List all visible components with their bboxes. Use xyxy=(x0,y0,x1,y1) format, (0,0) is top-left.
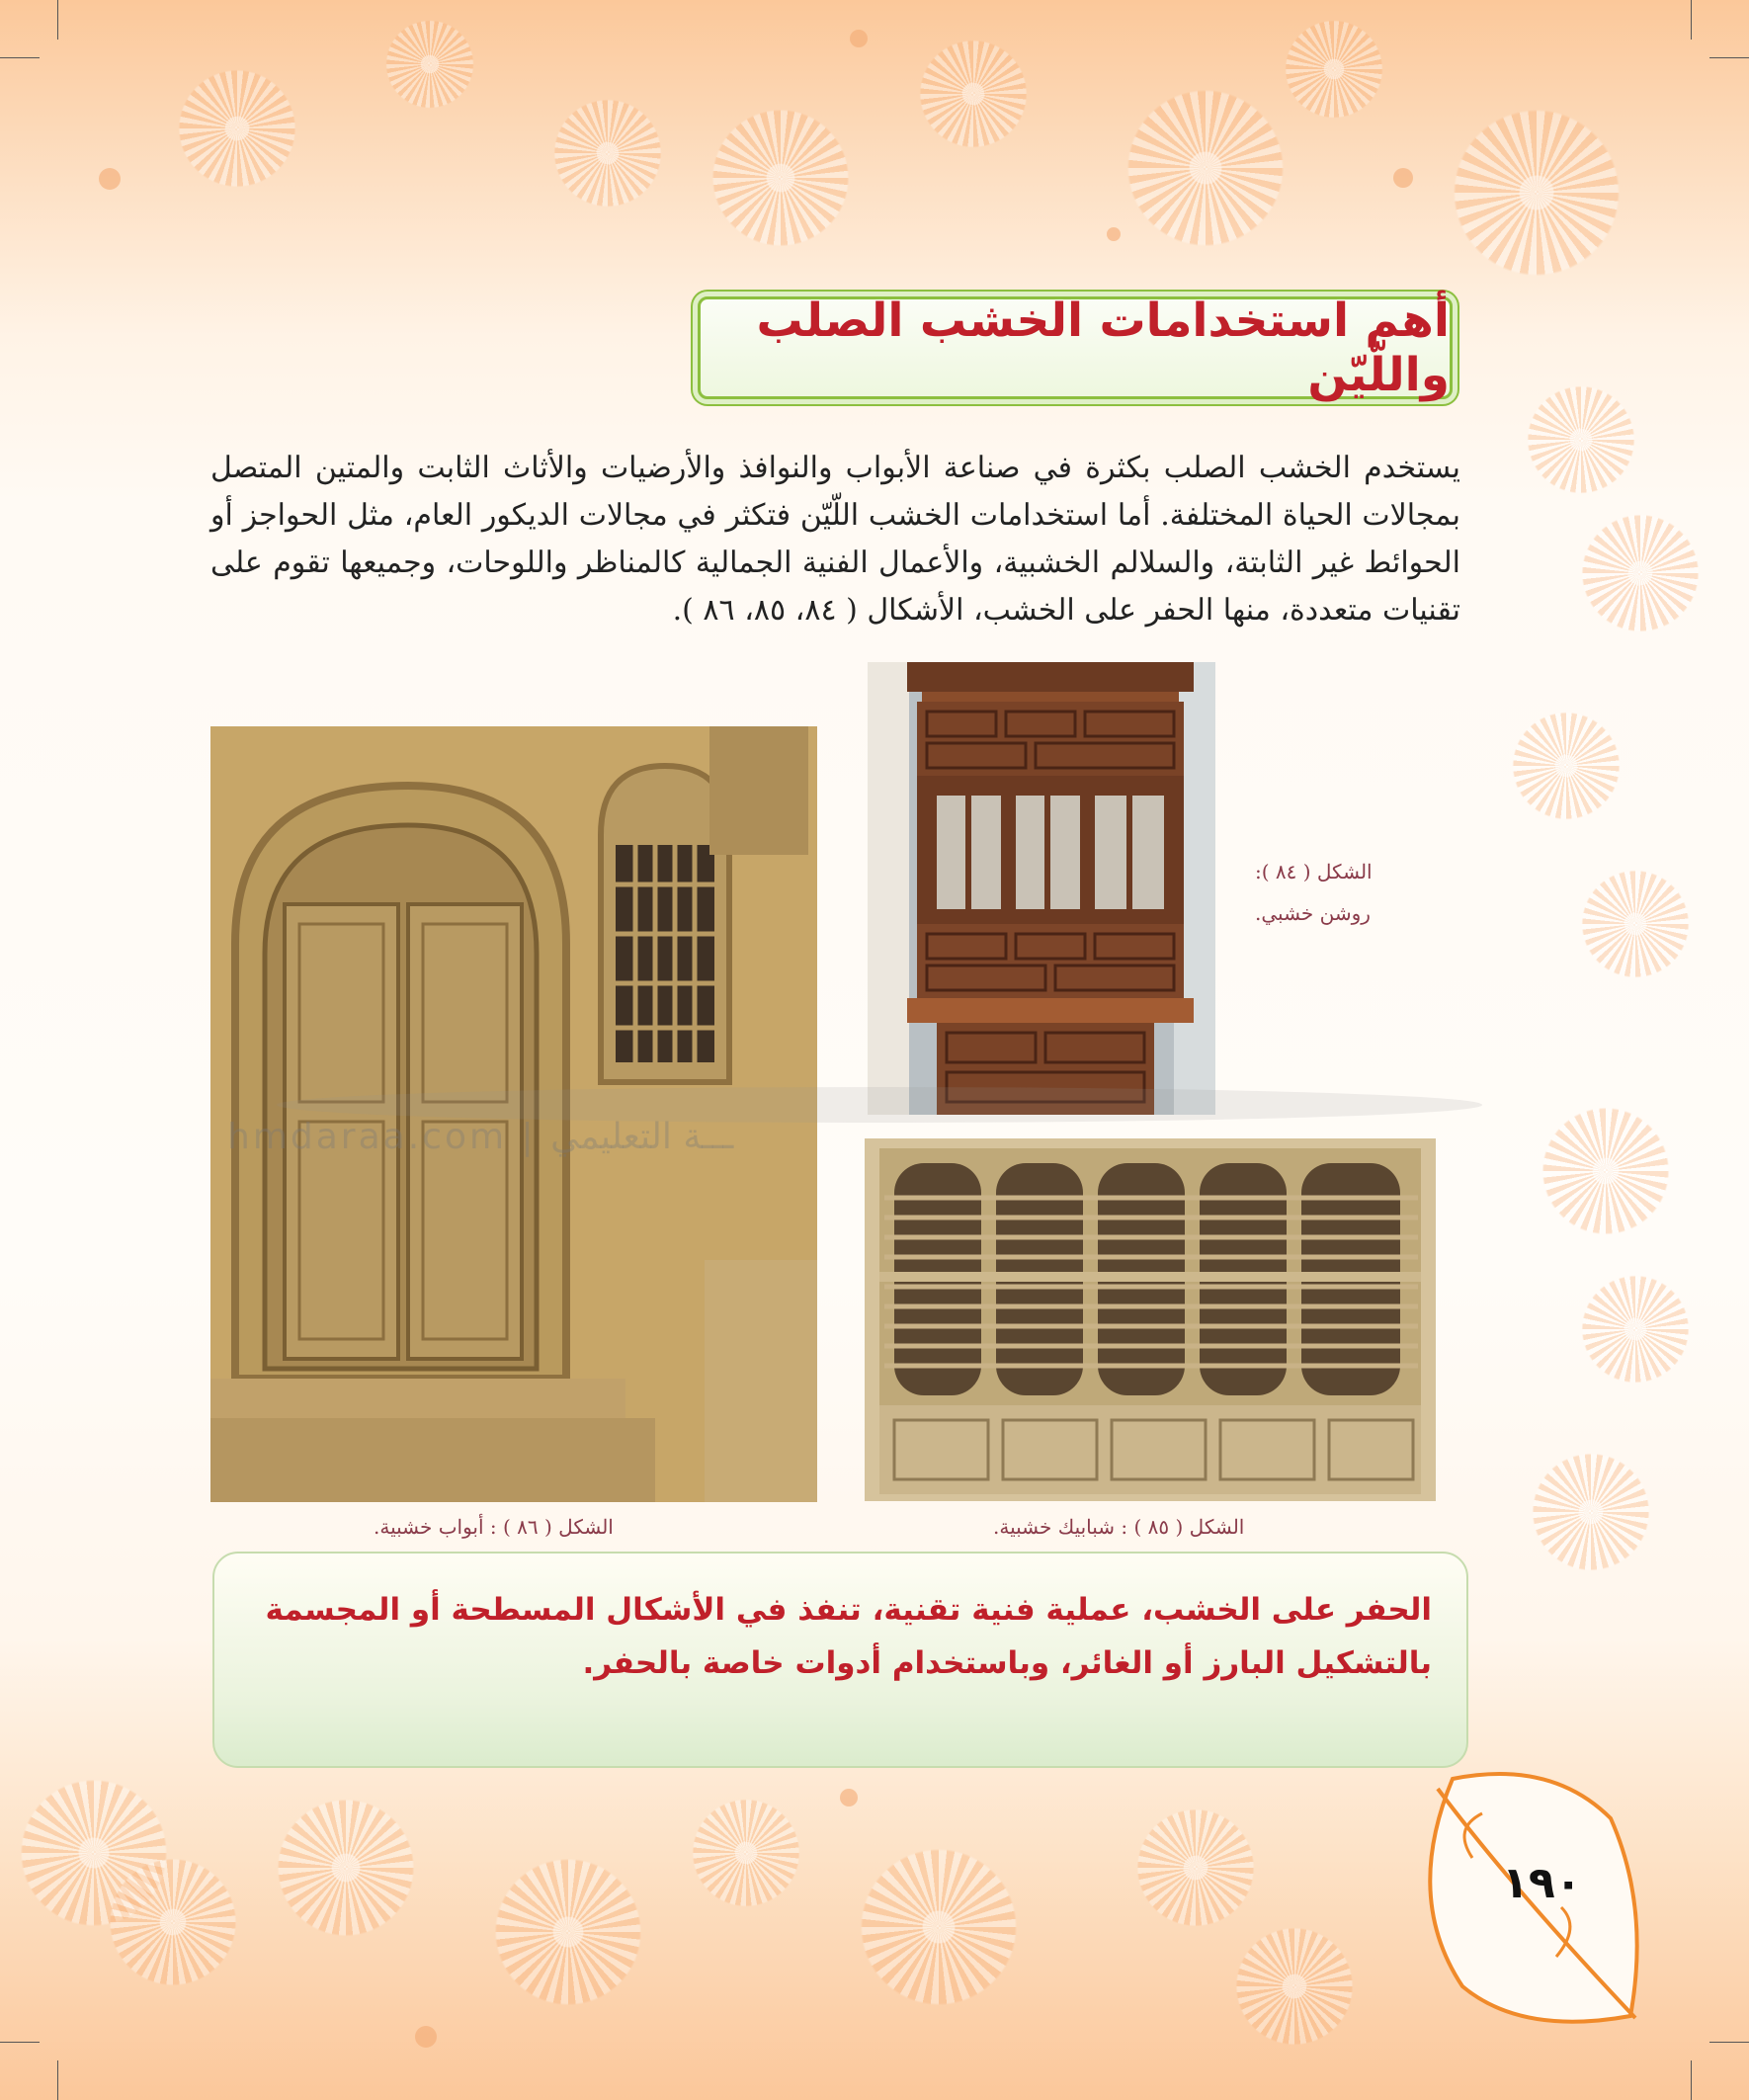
flower-ornament xyxy=(1512,712,1621,820)
wooden-windows-photo xyxy=(865,1138,1436,1501)
flower-ornament xyxy=(1581,870,1690,978)
watermark-text: hmdaraa.com | ـــة التعليمي xyxy=(227,1117,734,1157)
definition-text: الحفر على الخشب، عملية فنية تقنية، تنفذ في الأشكال المسطحة أو المجسمة بالتشكيل البارز أو الغائر، وباستخدام أدوات خاصة بالحفر. xyxy=(265,1592,1432,1681)
crop-mark xyxy=(57,2060,58,2100)
crop-mark xyxy=(1709,2042,1749,2043)
flower-ornament xyxy=(1527,385,1635,494)
flower-ornament xyxy=(860,1848,1018,2006)
caption-fig84-line1: الشكل ( ٨٤ ): xyxy=(1255,860,1373,883)
flower-ornament xyxy=(1453,109,1621,277)
crop-mark xyxy=(0,57,40,58)
caption-fig84-line2: روشن خشبي. xyxy=(1255,901,1371,925)
caption-fig86: الشكل ( ٨٦ ) : أبواب خشبية. xyxy=(374,1515,614,1539)
dot-ornament xyxy=(415,2026,437,2048)
dot-ornament xyxy=(1107,227,1121,241)
flower-ornament xyxy=(1581,514,1700,632)
body-paragraph: يستخدم الخشب الصلب بكثرة في صناعة الأبواب والنوافذ والأرضيات والأثاث الثابت والمتين المتصل بمجالات الحياة المختلفة. أما استخدامات الخشب اللّيّن فتكثر في مجالات الديكور العام، مثل الحواجز أو الحوائط غير الثابتة، والسلالم الخشبية، والأعمال الفنية الجمالية كالمناظر واللوحات، وجميعها تقوم على تقنيات متعددة، منها الحفر على الخشب، الأشكال ( ٨٤، ٨٥، ٨٦ ). xyxy=(210,451,1460,628)
flower-ornament xyxy=(385,20,474,109)
crop-mark xyxy=(1709,57,1749,58)
rowshan-photo xyxy=(868,662,1215,1115)
dot-ornament xyxy=(850,30,868,47)
flower-ornament xyxy=(553,99,662,208)
flower-ornament xyxy=(109,1858,237,1986)
flower-ornament xyxy=(1541,1107,1670,1235)
flower-ornament xyxy=(919,40,1028,148)
crop-mark xyxy=(57,0,58,40)
flower-ornament xyxy=(1581,1275,1690,1384)
flower-ornament xyxy=(1532,1453,1650,1571)
flower-ornament xyxy=(178,69,296,188)
flower-ornament xyxy=(1136,1808,1255,1927)
flower-ornament xyxy=(1285,20,1383,119)
flower-ornament xyxy=(494,1858,642,2006)
flower-ornament xyxy=(692,1799,800,1907)
section-title-box xyxy=(698,294,1453,402)
windows-illustration xyxy=(865,1138,1436,1501)
flower-ornament xyxy=(1235,1927,1354,2046)
flower-ornament xyxy=(277,1799,415,1937)
dot-ornament xyxy=(840,1789,858,1806)
rowshan-illustration xyxy=(868,662,1215,1115)
flower-ornament xyxy=(1126,89,1285,247)
crop-mark xyxy=(0,2042,40,2043)
dot-ornament xyxy=(99,168,121,190)
page-number: ١٩٠ xyxy=(1502,1858,1582,1908)
dot-ornament xyxy=(1393,168,1413,188)
crop-mark xyxy=(1691,0,1692,40)
caption-fig85: الشكل ( ٨٥ ) : شبابيك خشبية. xyxy=(993,1515,1245,1539)
flower-ornament xyxy=(711,109,850,247)
crop-mark xyxy=(1691,2060,1692,2100)
definition-box xyxy=(212,1552,1468,1768)
section-title: أهم استخدامات الخشب الصلب واللّيّن xyxy=(756,294,1450,402)
